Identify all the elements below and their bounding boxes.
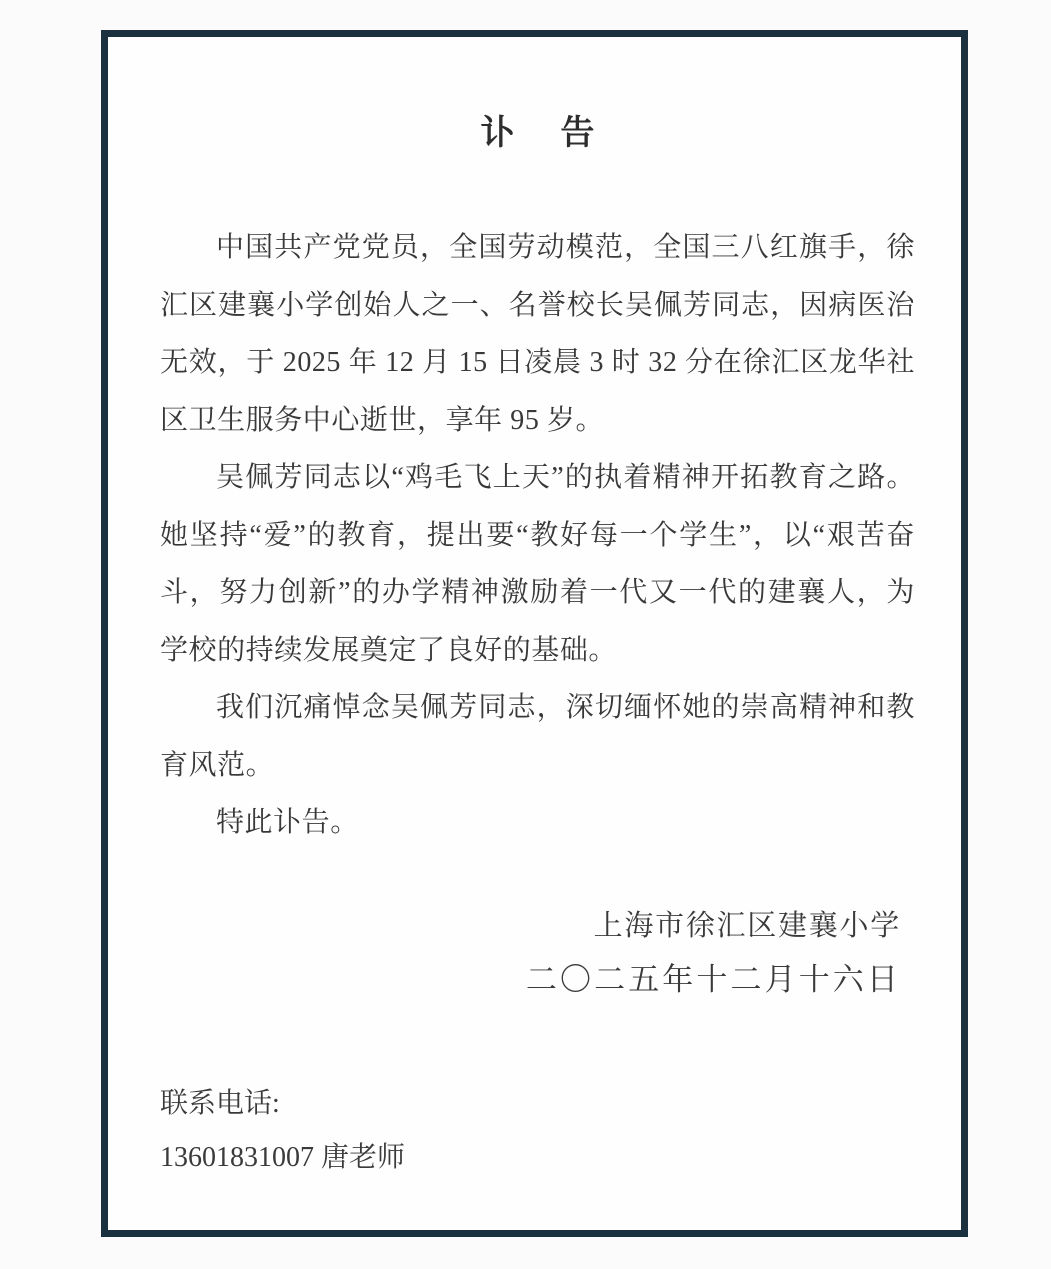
notice-paragraph: 我们沉痛悼念吴佩芳同志，深切缅怀她的崇高精神和教育风范。 (160, 692, 915, 781)
contact-phone: 13601831007 唐老师 (160, 1141, 406, 1173)
signature-school-name: 上海市徐汇区建襄小学 (593, 909, 901, 942)
notice-paragraph: 中国共产党党员，全国劳动模范，全国三八红旗手，徐汇区建襄小学创始人之一、名誉校长吴佩芳同志，因病医治无效，于 2025 年 12 月 15 日凌晨 3 时 32 分在徐汇区龙华社区卫生服务中心逝世，享年 95 岁。 (160, 232, 915, 436)
contact-label: 联系电话: (160, 1087, 280, 1119)
notice-paragraph: 特此讣告。 (216, 807, 359, 838)
signature-block (160, 904, 915, 1004)
notice-body (160, 219, 915, 852)
notice-border-frame (101, 30, 968, 1237)
notice-title: 讣 告 (480, 115, 614, 152)
contact-block (160, 1084, 915, 1178)
signature-date: 二〇二五年十二月十六日 (525, 961, 901, 997)
notice-content (108, 111, 961, 1178)
notice-paragraph: 吴佩芳同志以“鸡毛飞上天”的执着精神开拓教育之路。她坚持“爱”的教育，提出要“教好每一个学生”，以“艰苦奋斗，努力创新”的办学精神激励着一代又一代的建襄人，为学校的持续发展奠定了良好的基础。 (160, 462, 915, 666)
